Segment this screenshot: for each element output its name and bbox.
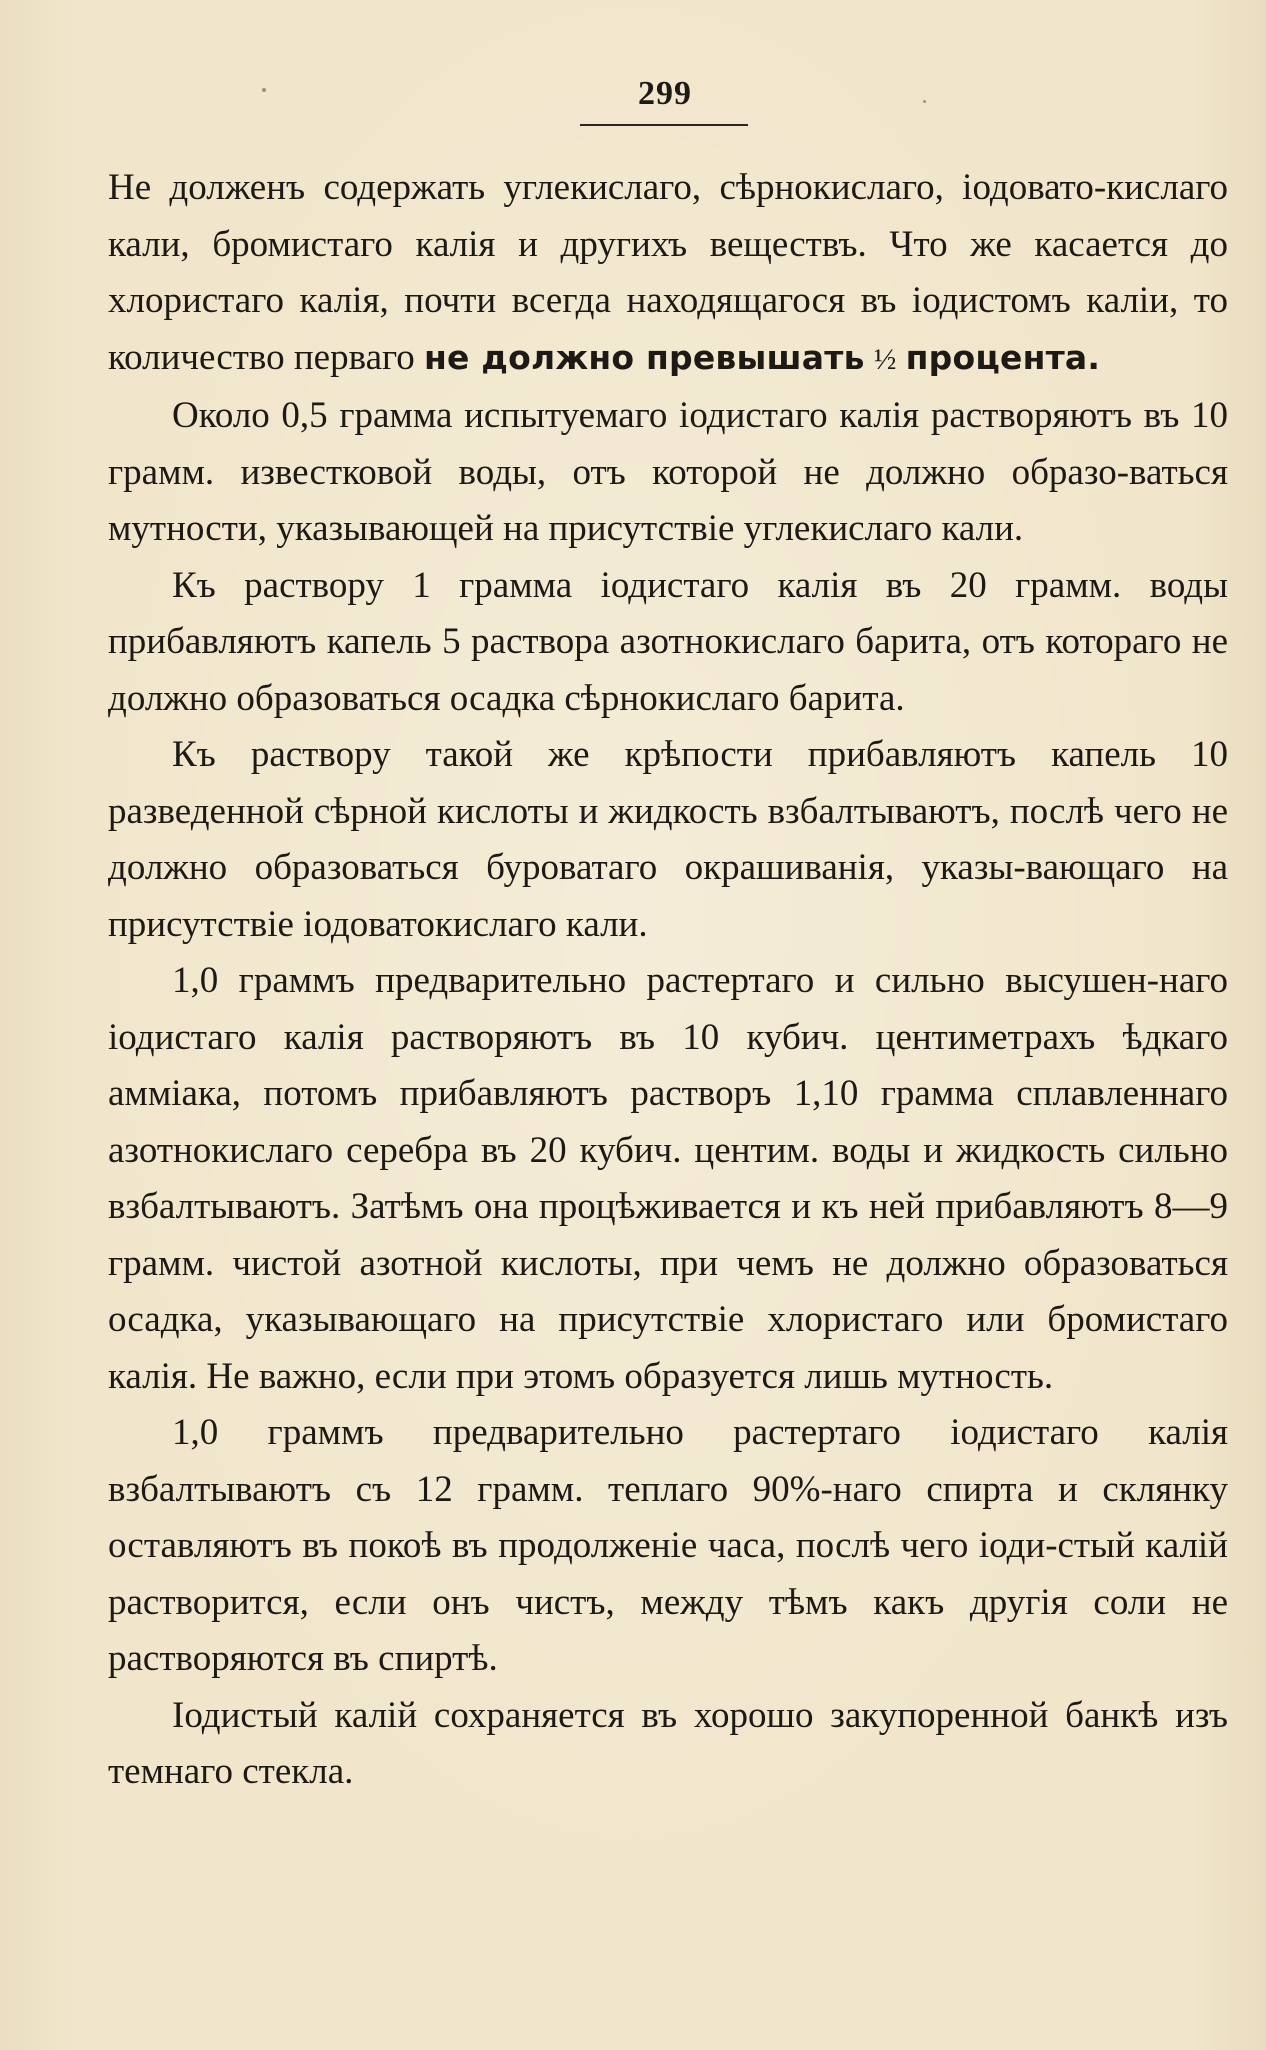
page-number: 299 (638, 75, 692, 112)
paragraph-1-emphasis-end: процента. (905, 337, 1101, 377)
header-rule (580, 124, 748, 126)
paragraph-4: Къ раствору такой же крѣпости прибавляютъ капель 10 разведенной сѣрной кислоты и жидкость взбалтываютъ, послѣ чего не должно образоваться буроватаго окрашиванія, указы-вающаго на присутствіе іодоватокислаго кали. (108, 734, 1228, 945)
fraction-half: ½ (873, 342, 897, 376)
paragraph-1-emphasis: не должно превышать (424, 337, 865, 377)
paper-speck (923, 100, 926, 103)
paragraph-5: 1,0 граммъ предварительно растертаго и сильно высушен-наго іодистаго калія растворяютъ въ 10 кубич. центиметрахъ ѣдкаго амміака, потомъ прибавляютъ растворъ 1,10 грамма сплавленнаго азотнокислаго серебра въ 20 кубич. центим. воды и жидкость сильно взбалтываютъ. Затѣмъ она процѣживается и къ ней прибавляютъ 8—9 грамм. чистой азотной кислоты, при чемъ не должно образоваться осадка, указывающаго на присутствіе хлористаго или бромистаго калія. Не важно, если при этомъ образуется лишь мутность. (108, 960, 1228, 1397)
paragraph-1 (108, 160, 1228, 388)
paper-speck (262, 88, 266, 92)
paragraph-1-text: Не долженъ содержать углекислаго, сѣрнокислаго, іодовато-кислаго кали, бромистаго калія и другихъ веществъ. Что же касается до хлористаго калія, почти всегда находящагося въ іодистомъ каліи, то количество перваго (108, 167, 1228, 378)
paragraph-6: 1,0 граммъ предварительно растертаго іодистаго калія взбалтываютъ съ 12 грамм. теплаго 90%-наго спирта и склянку оставляютъ въ покоѣ въ продолженіе часа, послѣ чего іоди-стый калій растворится, если онъ чистъ, между тѣмъ какъ другія соли не растворяются въ спиртѣ. (108, 1412, 1228, 1679)
paragraph-3: Къ раствору 1 грамма іодистаго калія въ 20 грамм. воды прибавляютъ капель 5 раствора азотнокислаго барита, отъ котораго не должно образоваться осадка сѣрнокислаго барита. (108, 564, 1228, 719)
body-text (108, 160, 1228, 1801)
paragraph-2: Около 0,5 грамма испытуемаго іодистаго калія растворяютъ въ 10 грамм. известковой воды, отъ которой не должно образо-ваться мутности, указывающей на присутствіе углекислаго кали. (108, 395, 1228, 549)
paragraph-7: Іодистый калій сохраняется въ хорошо закупоренной банкѣ изъ темнаго стекла. (108, 1694, 1228, 1792)
